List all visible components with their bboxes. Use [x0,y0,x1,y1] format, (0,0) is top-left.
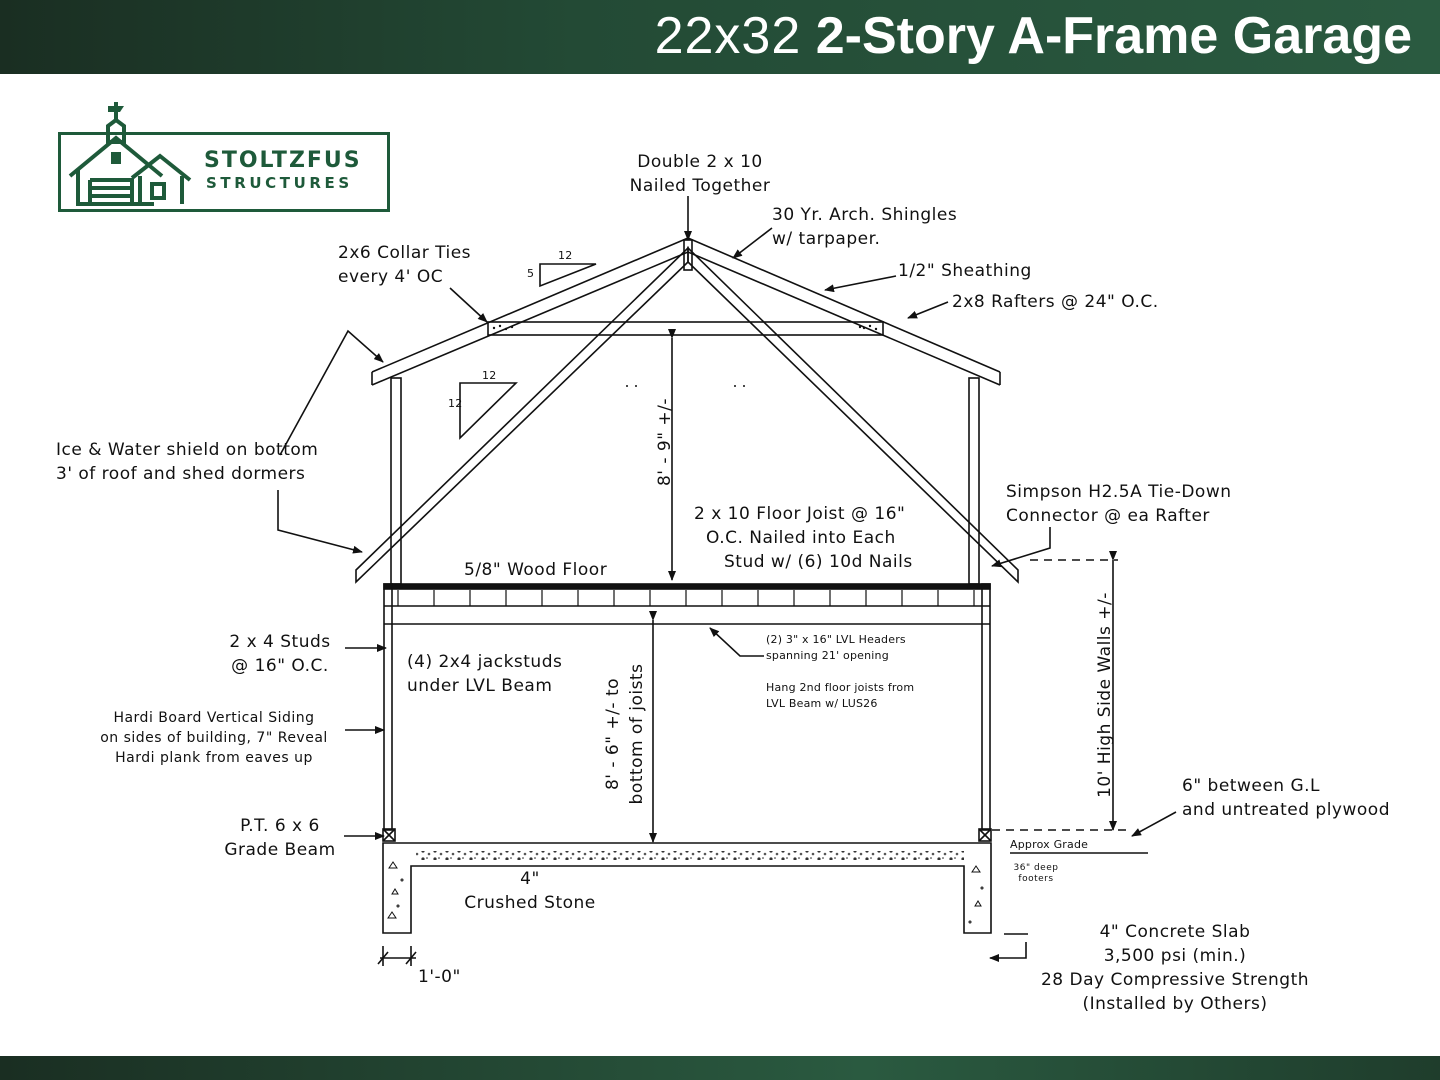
ice-shield-line1: Ice & Water shield on bottom [56,440,319,460]
footing-width-label: 1'-0" [418,967,461,987]
concrete-slab-line4: (Installed by Others) [1082,994,1268,1014]
floor-joist-line2: O.C. Nailed into Each [706,528,896,548]
right-knee-wall [969,378,979,584]
footer-bar [0,1056,1440,1080]
siding-line2: on sides of building, 7" Reveal [100,730,328,746]
lvl-header-line2: spanning 21' opening [766,649,889,662]
grade-beam-line1: P.T. 6 x 6 [240,816,320,836]
shingles-note [772,203,957,251]
logo-name: STOLTZFUS [204,148,362,173]
upper-height-label: 8' - 9" +/- [655,397,675,487]
floor-joist-marks [398,590,974,606]
collar-ties-line2: every 4' OC [338,267,444,287]
crushed-stone-line2: Crushed Stone [464,893,596,913]
grade-beam-note [210,814,350,862]
simpson-line2: Connector @ ea Rafter [1006,506,1210,526]
grade-gap-note [1182,774,1390,822]
crushed-stone-layer [416,851,964,860]
upper-pitch-run: 12 [558,249,573,262]
title-main: 2-Story A-Frame Garage [815,7,1412,65]
lvl-header-line1: (2) 3" x 16" LVL Headers [766,633,906,646]
collar-tie [488,322,883,335]
concrete-slab-line1: 4" Concrete Slab [1099,922,1251,942]
floor-joist-line1: 2 x 10 Floor Joist @ 16" [694,504,906,524]
left-wall [384,584,392,830]
wood-floor [384,584,990,589]
studs-line1: 2 x 4 Studs [229,632,331,652]
hang-joists-note [766,680,914,712]
grade-gap-line2: and untreated plywood [1182,800,1390,820]
siding-line1: Hardi Board Vertical Siding [113,710,315,726]
studs-line2: @ 16" O.C. [231,656,329,676]
sheathing-note: 1/2" Sheathing [898,261,1032,281]
concrete-slab-line2: 3,500 psi (min.) [1103,946,1247,966]
rafters-note: 2x8 Rafters @ 24" O.C. [952,292,1159,312]
side-walls-label: 10' High Side Walls +/- [1095,592,1115,798]
crushed-stone-note [440,867,620,915]
grade-gap-line1: 6" between G.L [1182,776,1321,796]
floor-joist-line3: Stud w/ (6) 10d Nails [724,552,913,572]
ridge-note-line1: Double 2 x 10 [637,152,763,172]
footers-note [1006,863,1066,885]
lower-pitch-run: 12 [482,369,497,382]
shingles-note-line1: 30 Yr. Arch. Shingles [772,205,958,225]
jackstuds-line1: (4) 2x4 jackstuds [407,652,563,672]
lower-height-label [601,649,649,819]
title-size: 22x32 [654,7,802,65]
upper-pitch-triangle [540,264,596,286]
lower-height-line2: bottom of joists [627,663,647,805]
ridge-note-line2: Nailed Together [629,176,771,196]
siding-line3: Hardi plank from eaves up [115,750,313,766]
collar-ties-note [338,241,471,289]
grade-beam-line2: Grade Beam [224,840,336,860]
jackstuds-note [407,650,562,698]
approx-grade-label: Approx Grade [1010,838,1089,851]
ditto-marks [626,385,745,387]
hang-joists-line1: Hang 2nd floor joists from [766,681,915,694]
ice-shield-note [56,438,318,486]
ridge-note [600,150,800,198]
ice-shield-line2: 3' of roof and shed dormers [56,464,306,484]
upper-pitch-rise: 5 [527,267,535,280]
siding-note [78,708,350,768]
lvl-header-note [766,632,906,664]
left-a-frame-rafter [356,248,688,582]
right-wall [982,584,990,830]
jackstuds-line2: under LVL Beam [407,676,553,696]
lower-pitch-triangle [460,383,516,438]
wood-floor-note: 5/8" Wood Floor [464,560,608,580]
logo-subtitle: STRUCTURES [206,174,353,192]
simpson-line1: Simpson H2.5A Tie-Down [1006,482,1232,502]
crushed-stone-line1: 4" [520,869,540,889]
studs-note [210,630,350,678]
footers-line2: footers [1018,874,1054,884]
simpson-note [1006,480,1232,528]
hang-joists-line2: LVL Beam w/ LUS26 [766,697,878,710]
concrete-slab-note [1020,920,1330,1016]
concrete-slab-line3: 28 Day Compressive Strength [1040,970,1310,990]
lower-pitch-rise: 12 [448,397,463,410]
shingles-note-line2: w/ tarpaper. [772,229,881,249]
footers-line1: 36" deep [1013,863,1059,873]
left-knee-wall [391,378,401,584]
collar-ties-line1: 2x6 Collar Ties [338,243,472,263]
lower-height-line1: 8' - 6" +/- to [603,677,623,791]
floor-joist-note [694,502,913,574]
